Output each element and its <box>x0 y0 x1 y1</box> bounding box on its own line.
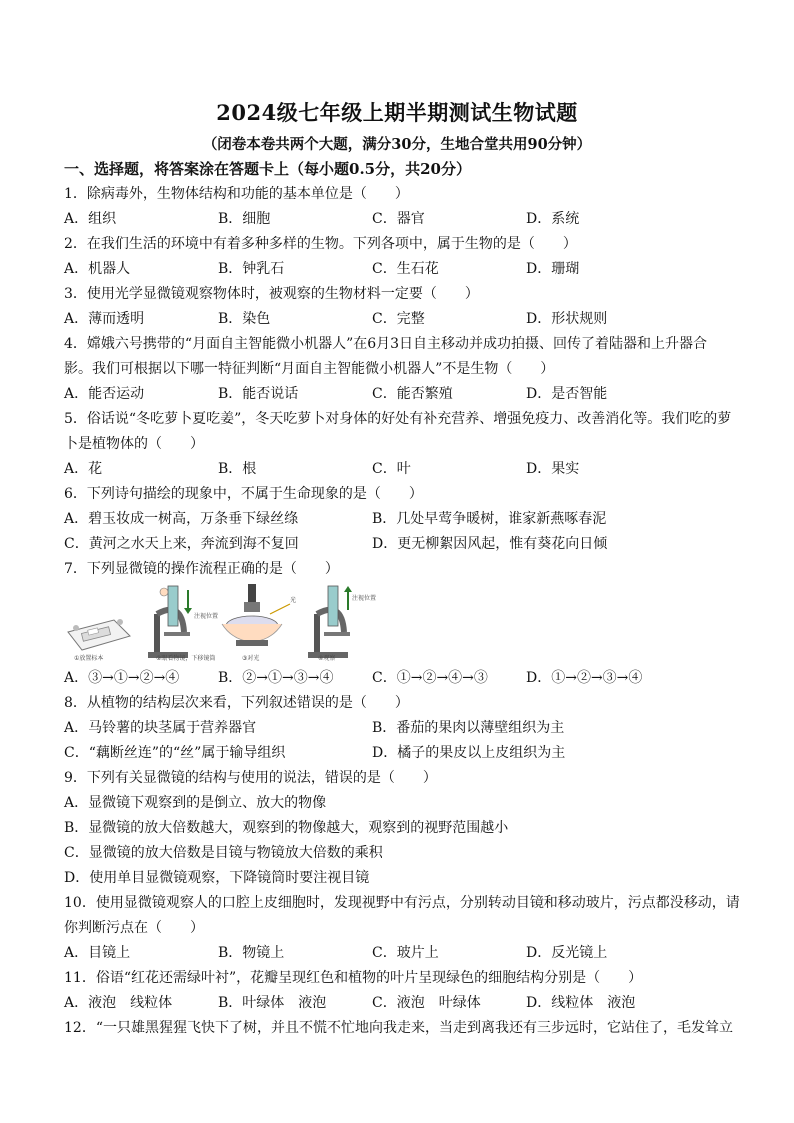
page-title: 2024级七年级上期半期测试生物试题 <box>216 100 578 125</box>
question-3-option-a: A．薄而透明 <box>64 311 145 327</box>
question-9-option-c: C．显微镜的放大倍数是目镜与物镜放大倍数的乘积 <box>64 845 383 861</box>
question-5-option-d: D．果实 <box>526 461 580 477</box>
question-11-option-b: B．叶绿体 液泡 <box>218 995 327 1011</box>
question-3-option-b: B．染色 <box>218 311 271 327</box>
question-12-stem: 12．“一只雄黑猩猩飞快下了树，并且不慌不忙地向我走来，当走到离我还有三步远时，它站住了，毛发耸立 <box>64 1020 733 1036</box>
question-7-option-b: B．②→①→③→④ <box>218 670 334 686</box>
question-10-option-c: C．玻片上 <box>372 945 439 961</box>
question-7-option-d: D．①→②→③→④ <box>526 670 643 686</box>
question-11-option-c: C．液泡 叶绿体 <box>372 995 481 1011</box>
question-1-option-a: A．组织 <box>64 211 117 227</box>
question-5-stem-line-2: 卜是植物体的（ ） <box>64 436 204 452</box>
question-3-option-c: C．完整 <box>372 311 425 327</box>
question-2-option-d: D．珊瑚 <box>526 261 580 277</box>
figure-label-watch-position-1: 注视位置 <box>194 613 219 620</box>
microscope-icon <box>308 586 352 658</box>
question-6-option-a: A．碧玉妆成一树高，万条垂下绿丝绦 <box>64 511 299 527</box>
section-heading: 一、选择题，将答案涂在答题卡上（每小题0.5分，共20分） <box>64 160 471 178</box>
question-4-option-a: A．能否运动 <box>64 386 145 402</box>
question-4-stem-line-1: 4．嫦娥六号携带的“月面自主智能微小机器人”在6月3日自主移动并成功拍摄、回传了着陆器和上升器合 <box>64 336 708 352</box>
question-1-option-d: D．系统 <box>526 211 580 227</box>
question-9-stem: 9．下列有关显微镜的结构与使用的说法，错误的是（ ） <box>64 770 437 786</box>
question-8-stem: 8．从植物的结构层次来看，下列叙述错误的是（ ） <box>64 695 409 711</box>
question-8-option-b: B．番茄的果肉以薄壁组织为主 <box>372 720 565 736</box>
question-10-option-d: D．反光镜上 <box>526 945 608 961</box>
question-4-option-d: D．是否智能 <box>526 386 608 402</box>
question-1-stem: 1．除病毒外，生物体结构和功能的基本单位是（ ） <box>64 186 409 202</box>
question-5-option-a: A．花 <box>64 461 103 477</box>
page-subtitle: （闭卷本卷共两个大题，满分30分，生地合堂共用90分钟） <box>202 136 592 153</box>
question-8-option-a: A．马铃薯的块茎属于营养器官 <box>64 720 257 736</box>
microscope-icon <box>222 584 290 646</box>
question-2-option-c: C．生石花 <box>372 261 439 277</box>
question-10-stem-line-2: 你判断污点在（ ） <box>64 920 204 936</box>
question-11-option-a: A．液泡 线粒体 <box>64 995 173 1011</box>
question-3-option-d: D．形状规则 <box>526 311 608 327</box>
question-4-option-b: B．能否说话 <box>218 386 299 402</box>
microscope-icon <box>68 619 130 650</box>
microscope-procedure-figure <box>64 580 724 662</box>
question-1-option-c: C．器官 <box>372 211 425 227</box>
question-5-option-c: C．叶 <box>372 461 411 477</box>
question-2-option-a: A．机器人 <box>64 261 131 277</box>
question-6-option-c: C．黄河之水天上来，奔流到海不复回 <box>64 536 299 552</box>
microscope-icon <box>148 586 192 658</box>
question-11-stem: 11．俗语“红花还需绿叶衬”，花瓣呈现红色和植物的叶片呈现绿色的细胞结构分别是（ ） <box>64 970 643 986</box>
question-5-option-b: B．根 <box>218 461 257 477</box>
question-6-option-d: D．更无柳絮因风起，惟有葵花向日倾 <box>372 536 608 552</box>
question-6-option-b: B．几处早莺争暖树，谁家新燕啄春泥 <box>372 511 607 527</box>
question-9-option-b: B．显微镜的放大倍数越大，观察到的物像越大，观察到的视野范围越小 <box>64 820 509 836</box>
question-3-stem: 3．使用光学显微镜观察物体时，被观察的生物材料一定要（ ） <box>64 286 479 302</box>
question-4-stem-line-2: 影。我们可根据以下哪一特征判断“月面自主智能微小机器人”不是生物（ ） <box>64 361 555 377</box>
figure-caption-2: ②眼看物镜，下移镜筒 <box>156 655 216 662</box>
question-7-option-a: A．③→①→②→④ <box>64 670 180 686</box>
question-4-option-c: C．能否繁殖 <box>372 386 453 402</box>
question-2-option-b: B．钟乳石 <box>218 261 285 277</box>
figure-label-light: 光 <box>290 597 297 604</box>
question-7-option-c: C．①→②→④→③ <box>372 670 488 686</box>
question-5-stem-line-1: 5．俗话说“冬吃萝卜夏吃姜”，冬天吃萝卜对身体的好处有补充营养、增强免疫力、改善消化等。我们吃的萝 <box>64 411 732 427</box>
question-2-stem: 2．在我们生活的环境中有着多种多样的生物。下列各项中，属于生物的是（ ） <box>64 236 577 252</box>
figure-label-watch-position-2: 注视位置 <box>352 595 377 602</box>
question-11-option-d: D．线粒体 液泡 <box>526 995 636 1011</box>
question-8-option-d: D．橘子的果皮以上皮组织为主 <box>372 745 566 761</box>
figure-caption-4: ④观察 <box>318 655 336 662</box>
question-1-option-b: B．细胞 <box>218 211 271 227</box>
question-6-stem: 6．下列诗句描绘的现象中，不属于生命现象的是（ ） <box>64 486 423 502</box>
question-10-option-b: B．物镜上 <box>218 945 285 961</box>
question-9-option-a: A．显微镜下观察到的是倒立、放大的物像 <box>64 795 327 811</box>
question-7-stem: 7．下列显微镜的操作流程正确的是（ ） <box>64 561 339 577</box>
figure-caption-3: ③对光 <box>242 655 260 662</box>
figure-caption-1: ①放置标本 <box>74 655 104 662</box>
question-10-option-a: A．目镜上 <box>64 945 131 961</box>
question-9-option-d: D．使用单目显微镜观察，下降镜筒时要注视目镜 <box>64 870 370 886</box>
question-10-stem-line-1: 10．使用显微镜观察人的口腔上皮细胞时，发现视野中有污点，分别转动目镜和移动玻片，污点都没移动，请 <box>64 895 740 911</box>
question-8-option-c: C．“藕断丝连”的“丝”属于输导组织 <box>64 745 286 761</box>
